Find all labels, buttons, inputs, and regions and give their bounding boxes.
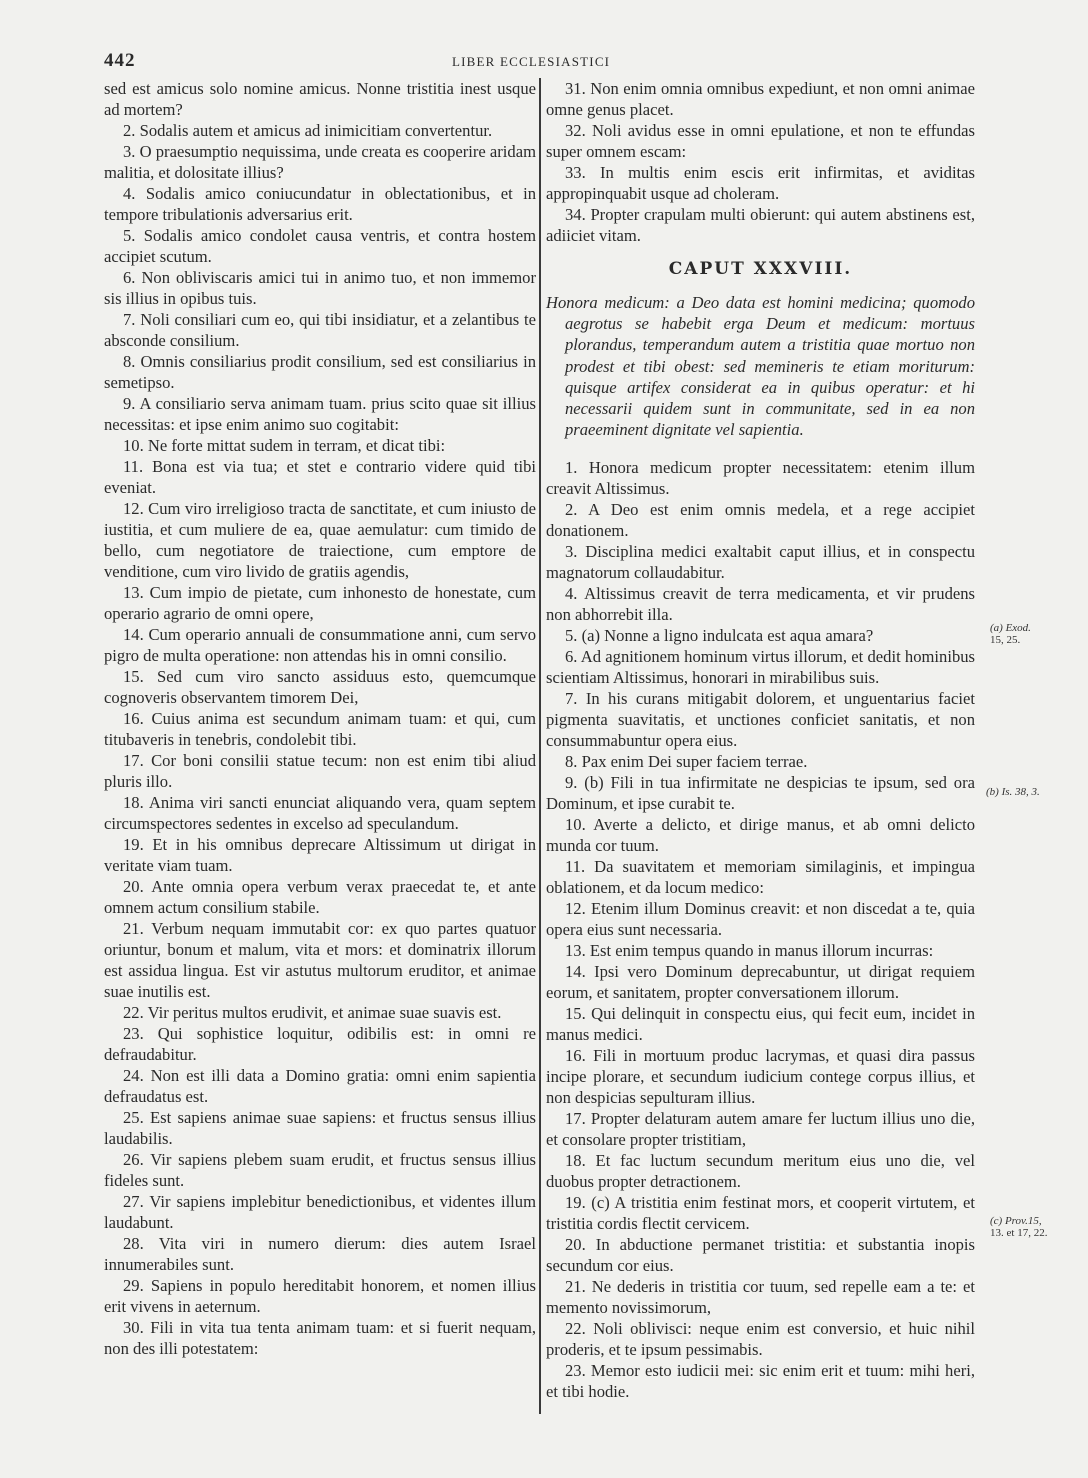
right-column	[546, 78, 975, 1402]
running-title: LIBER ECCLESIASTICI	[452, 54, 611, 69]
page-number: 442	[104, 50, 136, 71]
verse: 21. Verbum nequam immutabit cor: ex quo partes quatuor oriuntur, bonum et malum, vita et mors: et dominatrix illorum est assidua lingua. Est vir astutus multorum eruditor, et animae suae inutilis est.	[104, 919, 536, 1001]
verse: 7. In his curans mitigabit dolorem, et unguentarius faciet pigmenta suavitatis, et unctiones conficiet sanitatis, et non consummabuntur opera eius.	[546, 689, 975, 751]
verse: 6. Non obliviscaris amici tui in animo tuo, et non immemor sis illius in opibus tuis.	[104, 268, 536, 308]
verse: 20. In abductione permanet tristitia: et substantia inopis secundum cor eius.	[546, 1235, 975, 1276]
verse: 13. Est enim tempus quando in manus illorum incurras:	[565, 941, 934, 961]
verse: 15. Qui delinquit in conspectu eius, qui fecit eum, incidet in manus medici.	[546, 1004, 975, 1045]
verse: 13. Cum impio de pietate, cum inhonesto de honestate, cum operario agrario de omni opere,	[104, 583, 536, 623]
left-column	[104, 78, 536, 1359]
verse: 16. Fili in mortuum produc lacrymas, et quasi dira passus incipe plorare, et secundum iudicium contege corpus illius, et non despicias sepulturam illius.	[546, 1046, 975, 1108]
page-header	[104, 50, 974, 74]
verse: 7. Noli consiliari cum eo, qui tibi insidiatur, et a zelantibus te absconde consilium.	[104, 310, 536, 350]
margin-note-a	[990, 622, 1031, 646]
verse: 28. Vita viri in numero dierum: dies autem Israel innumerabiles sunt.	[104, 1234, 536, 1274]
right-verse-list	[546, 457, 975, 1402]
verse: 8. Pax enim Dei super faciem terrae.	[565, 752, 808, 772]
verse: 20. Ante omnia opera verbum verax praecedat te, et ante omnem actum consilium stabile.	[104, 877, 536, 917]
verse: 26. Vir sapiens plebem suam erudit, et fructus sensus illius fideles sunt.	[104, 1150, 536, 1190]
verse: 21. Ne dederis in tristitia cor tuum, sed repelle eam a te: et memento novissimorum,	[546, 1277, 975, 1318]
verse: 12. Cum viro irreligioso tracta de sanctitate, et cum iniusto de iustitia, et cum muliere de ea, quae aemulatur: cum timido de bello, cum negotiatore de traiectione, cum emptore de venditione, cum viro livido de gratiis agendis,	[104, 499, 536, 581]
verse: 11. Da suavitatem et memoriam similaginis, et impingua oblationem, et da locum medico:	[546, 857, 975, 898]
verse: 23. Memor esto iudicii mei: sic enim erit et tuum: mihi heri, et tibi hodie.	[546, 1361, 975, 1402]
chapter-summary: Honora medicum: a Deo data est homini medicina; quomodo aegrotus se habebit erga Deum et medicum: mortuus plorandus, temperandum autem a tristitia quae mortuo non prodest et tibi obest: sed memineris te etiam moriturum: quisque artifex considerat ea in quibus operatur: et hi necessarii quidem sunt in communitate, sed in ea non praeeminent dignitate vel sapientia.	[546, 293, 975, 440]
verse: 25. Est sapiens animae suae sapiens: et fructus sensus illius laudabilis.	[104, 1108, 536, 1148]
verse: 14. Cum operario annuali de consummatione anni, cum servo pigro de multa operatione: non attendas his in omni consilio.	[104, 625, 536, 665]
verse: 4. Altissimus creavit de terra medicamenta, et vir prudens non abhorrebit illa.	[546, 584, 975, 625]
margin-note-b-line1: (b) Is. 38, 3.	[986, 786, 1040, 798]
margin-note-a-line1: (a) Exod.	[990, 622, 1031, 634]
verse: 6. Ad agnitionem hominum virtus illorum, et dedit hominibus scientiam Altissimus, honorari in mirabilibus suis.	[546, 647, 975, 688]
chapter-heading: CAPUT XXXVIII.	[668, 259, 853, 279]
right-verse-list-before	[546, 78, 975, 246]
verse: 9. A consiliario serva animam tuam. prius scito quae sit illius necessitas: et ipse enim animo suo cogitabit:	[104, 394, 536, 434]
verse: 9. (b) Fili in tua infirmitate ne despicias te ipsum, sed ora Dominum, et ipse curabit te.	[546, 773, 975, 814]
verse: 1. Honora medicum propter necessitatem: etenim illum creavit Altissimus.	[546, 458, 975, 499]
verse: 17. Propter delaturam autem amare fer luctum illius uno die, et consolare propter tristitiam,	[546, 1109, 975, 1150]
verse: 23. Qui sophistice loquitur, odibilis est: in omni re defraudabitur.	[104, 1024, 536, 1064]
verse: 12. Etenim illum Dominus creavit: et non discedat a te, quia opera eius sunt necessaria.	[546, 899, 975, 940]
verse: 4. Sodalis amico coniucundatur in oblectationibus, et in tempore tribulationis adversarius erit.	[104, 184, 536, 224]
verse: 5. (a) Nonne a ligno indulcata est aqua amara?	[565, 626, 874, 646]
margin-note-b	[986, 786, 1040, 798]
column-divider	[539, 78, 541, 1414]
verse: 3. O praesumptio nequissima, unde creata es cooperire aridam malitia, et dolositate illius?	[104, 142, 536, 182]
margin-note-c	[990, 1215, 1047, 1239]
verse: 18. Et fac luctum secundum meritum eius uno die, vel duobus propter detractionem.	[546, 1151, 975, 1192]
verse: 32. Noli avidus esse in omni epulatione, et non te effundas super omnem escam:	[546, 121, 975, 161]
verse: 27. Vir sapiens implebitur benedictionibus, et videntes illum laudabunt.	[104, 1192, 536, 1232]
verse: 19. Et in his omnibus deprecare Altissimum ut dirigat in veritate viam tuam.	[104, 835, 536, 875]
verse: 19. (c) A tristitia enim festinat mors, et cooperit virtutem, et tristitia cordis flectit cervicem.	[546, 1193, 975, 1234]
margin-note-c-line1: (c) Prov.15,	[990, 1215, 1042, 1227]
verse-continuation: sed est amicus solo nomine amicus. Nonne tristitia inest usque ad mortem?	[104, 79, 536, 119]
verse: 11. Bona est via tua; et stet e contrario videre quid tibi eveniat.	[104, 457, 536, 497]
verse: 3. Disciplina medici exaltabit caput illius, et in conspectu magnatorum collaudabitur.	[546, 542, 975, 583]
verse: 30. Fili in vita tua tenta animam tuam: et si fuerit nequam, non des illi potestatem:	[104, 1318, 536, 1358]
verse: 14. Ipsi vero Dominum deprecabuntur, ut dirigat requiem eorum, et sanitatem, propter conversationem illorum.	[546, 962, 975, 1003]
verse: 5. Sodalis amico condolet causa ventris, et contra hostem accipiet scutum.	[104, 226, 536, 266]
verse: 17. Cor boni consilii statue tecum: non est enim tibi aliud pluris illo.	[104, 751, 536, 791]
verse: 16. Cuius anima est secundum animam tuam: et qui, cum titubaveris in tenebris, condolebit tibi.	[104, 709, 536, 749]
verse: 29. Sapiens in populo hereditabit honorem, et nomen illius erit vivens in aeternum.	[104, 1276, 536, 1316]
verse: 31. Non enim omnia omnibus expediunt, et non omni animae omne genus placet.	[546, 79, 975, 119]
left-verse-list	[104, 120, 536, 1359]
verse: 15. Sed cum viro sancto assiduus esto, quemcumque cognoveris observantem timorem Dei,	[104, 667, 536, 707]
verse: 2. Sodalis autem et amicus ad inimicitiam convertentur.	[123, 121, 493, 140]
verse: 22. Noli oblivisci: neque enim est conversio, et huic nihil proderis, et te ipsum pessimabis.	[546, 1319, 975, 1360]
verse: 10. Ne forte mittat sudem in terram, et dicat tibi:	[123, 436, 446, 455]
verse: 10. Averte a delicto, et dirige manus, et ab omni delicto munda cor tuum.	[546, 815, 975, 856]
margin-note-c-line2: 13. et 17, 22.	[990, 1227, 1048, 1239]
verse: 34. Propter crapulam multi obierunt: qui autem abstinens est, adiiciet vitam.	[546, 205, 975, 245]
margin-note-a-line2: 15, 25.	[990, 634, 1021, 646]
verse: 18. Anima viri sancti enunciat aliquando vera, quam septem circumspectores sedentes in excelso ad speculandum.	[104, 793, 536, 833]
verse: 8. Omnis consiliarius prodit consilium, sed est consiliarius in semetipso.	[104, 352, 536, 392]
verse: 22. Vir peritus multos erudivit, et animae suae suavis est.	[123, 1003, 502, 1022]
verse: 33. In multis enim escis erit infirmitas, et aviditas appropinquabit usque ad choleram.	[546, 163, 975, 203]
verse: 24. Non est illi data a Domino gratia: omni enim sapientia defraudatus est.	[104, 1066, 536, 1106]
verse: 2. A Deo est enim omnis medela, et a rege accipiet donationem.	[546, 500, 975, 541]
